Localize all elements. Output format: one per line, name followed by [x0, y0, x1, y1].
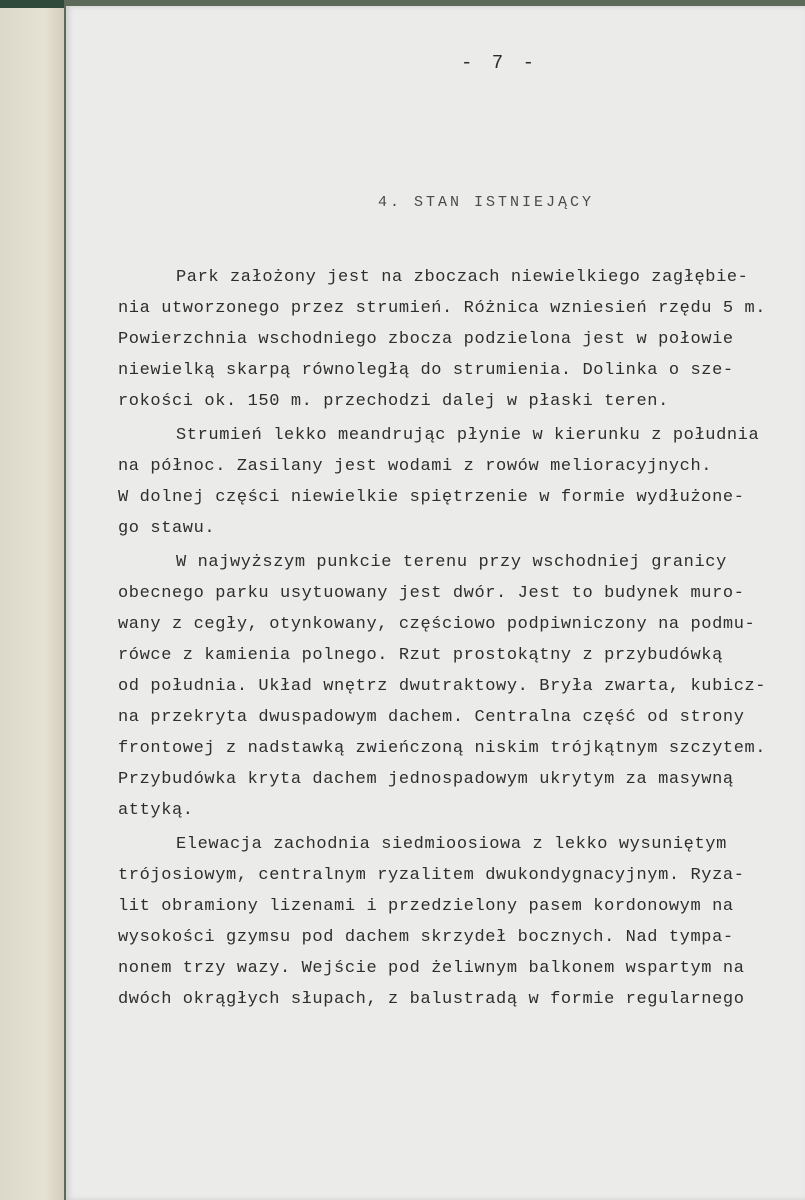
text-line: trójosiowym, centralnym ryzalitem dwukondygnacyjnym. Ryza- — [118, 866, 745, 885]
document-page — [66, 6, 805, 1200]
previous-page-edge — [0, 0, 64, 1200]
binding-edge — [0, 0, 64, 8]
text-line: dwóch okrągłych słupach, z balustradą w formie regularnego — [118, 990, 745, 1009]
section-heading: 4. STAN ISTNIEJĄCY — [378, 194, 595, 211]
text-line: rówce z kamienia polnego. Rzut prostokątny z przybudówką — [118, 646, 723, 665]
text-line: Strumień lekko meandrując płynie w kierunku z południa — [176, 426, 760, 445]
text-line: go stawu. — [118, 519, 216, 538]
text-line: frontowej z nadstawką zwieńczoną niskim trójkątnym szczytem. — [118, 739, 767, 758]
text-line: wysokości gzymsu pod dachem skrzydeł bocznych. Nad tympa- — [118, 928, 734, 947]
text-line: od południa. Układ wnętrz dwutraktowy. Bryła zwarta, kubicz- — [118, 677, 767, 696]
text-line: wany z cegły, otynkowany, częściowo podpiwniczony na podmu- — [118, 615, 756, 634]
text-line: na północ. Zasilany jest wodami z rowów melioracyjnych. — [118, 457, 713, 476]
text-line: Elewacja zachodnia siedmioosiowa z lekko wysuniętym — [176, 835, 727, 854]
text-line: Park założony jest na zboczach niewielkiego zagłębie- — [176, 268, 749, 287]
text-line: nia utworzonego przez strumień. Różnica wzniesień rzędu 5 m. — [118, 299, 767, 318]
text-line: obecnego parku usytuowany jest dwór. Jest to budynek muro- — [118, 584, 745, 603]
text-line: na przekryta dwuspadowym dachem. Centralna część od strony — [118, 708, 745, 727]
text-line: W najwyższym punkcie terenu przy wschodniej granicy — [176, 553, 727, 572]
text-line: rokości ok. 150 m. przechodzi dalej w płaski teren. — [118, 392, 669, 411]
text-line: lit obramiony lizenami i przedzielony pasem kordonowym na — [118, 897, 734, 916]
text-line: Przybudówka kryta dachem jednospadowym ukrytym za masywną — [118, 770, 734, 789]
text-line: Powierzchnia wschodniego zbocza podzielona jest w połowie — [118, 330, 734, 349]
text-line: niewielką skarpą równoległą do strumienia. Dolinka o sze- — [118, 361, 734, 380]
text-line: attyką. — [118, 801, 194, 820]
text-line: W dolnej części niewielkie spiętrzenie w formie wydłużone- — [118, 488, 745, 507]
page-number: - 7 - — [461, 52, 539, 74]
text-line: nonem trzy wazy. Wejście pod żeliwnym balkonem wspartym na — [118, 959, 745, 978]
